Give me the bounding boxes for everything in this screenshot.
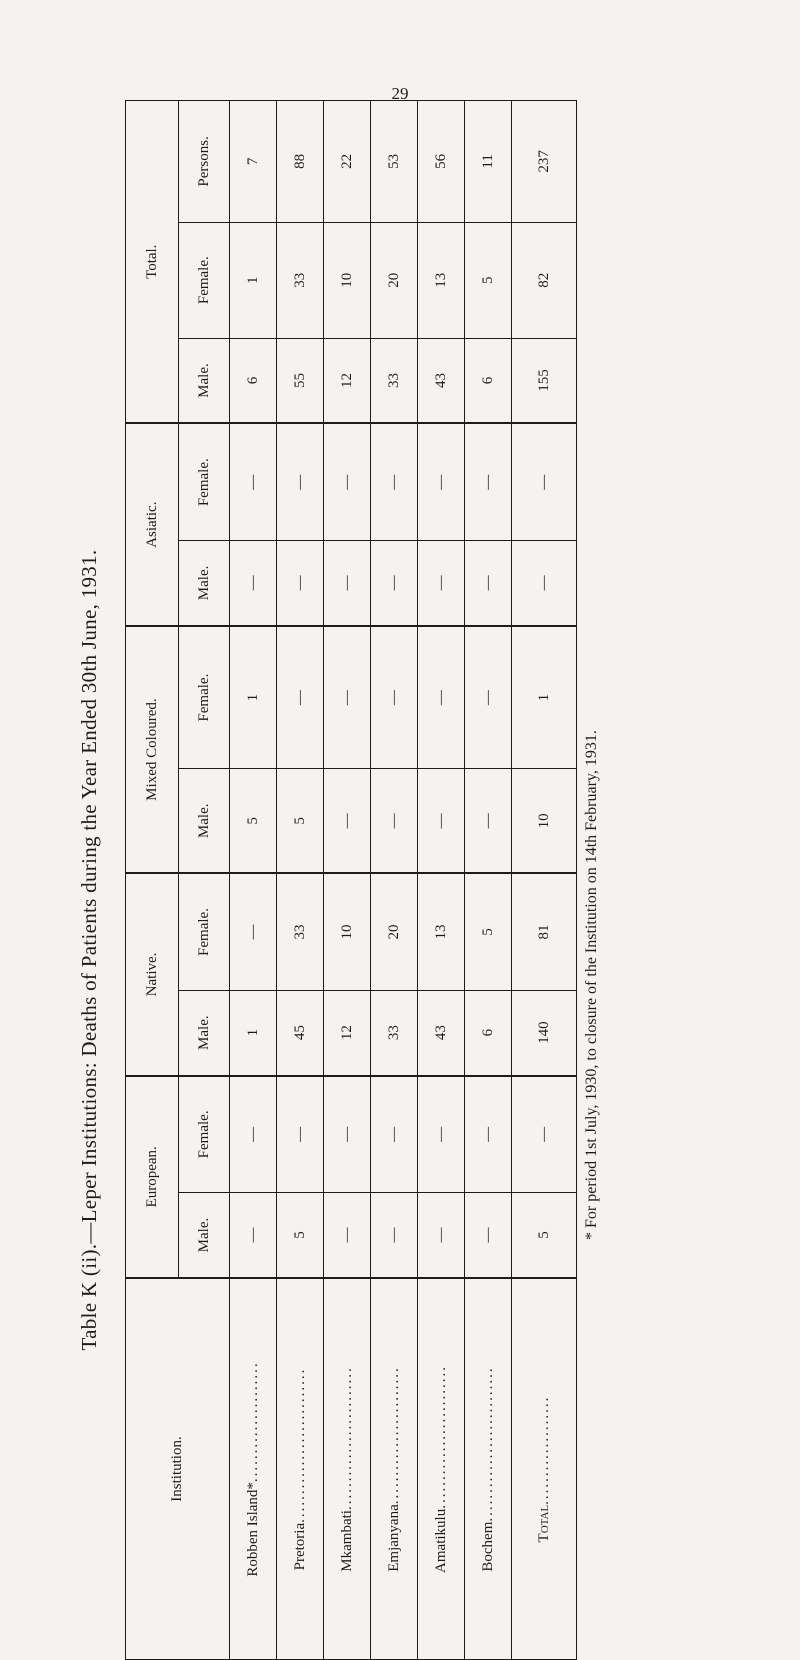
total-value-cell: 10 xyxy=(512,769,577,873)
value-cell: 53 xyxy=(371,101,418,223)
value-cell: 20 xyxy=(371,222,418,338)
native-male-header: Male. xyxy=(179,990,230,1075)
total-value-cell: 82 xyxy=(512,222,577,338)
value-cell: — xyxy=(230,540,277,625)
value-cell: — xyxy=(230,1076,277,1193)
value-cell: 20 xyxy=(371,873,418,990)
value-cell: 1 xyxy=(230,990,277,1075)
total-value-cell: 155 xyxy=(512,338,577,423)
value-cell: 33 xyxy=(371,338,418,423)
native-female-header: Female. xyxy=(179,873,230,990)
table-row xyxy=(324,101,371,1660)
value-cell: 33 xyxy=(277,873,324,990)
table-title: Table K (ii).—Leper Institutions: Deaths of Patients during the Year Ended 30th June, 1931. xyxy=(77,549,101,1351)
value-cell: 5 xyxy=(465,873,512,990)
table-body xyxy=(230,101,577,1660)
value-cell: 5 xyxy=(465,222,512,338)
value-cell: — xyxy=(465,626,512,769)
value-cell: 13 xyxy=(418,222,465,338)
value-cell: — xyxy=(418,769,465,873)
value-cell: — xyxy=(324,540,371,625)
value-cell: 11 xyxy=(465,101,512,223)
value-cell: — xyxy=(418,423,465,540)
total-female-header: Female. xyxy=(179,222,230,338)
value-cell: — xyxy=(418,626,465,769)
total-label-cell: Total................... xyxy=(512,1278,577,1660)
value-cell: — xyxy=(465,1193,512,1278)
value-cell: 12 xyxy=(324,990,371,1075)
value-cell: — xyxy=(371,626,418,769)
value-cell: — xyxy=(277,626,324,769)
value-cell: 43 xyxy=(418,338,465,423)
total-value-cell: 81 xyxy=(512,873,577,990)
value-cell: 6 xyxy=(230,338,277,423)
value-cell: — xyxy=(371,769,418,873)
native-header: Native. xyxy=(126,873,179,1075)
value-cell: 6 xyxy=(465,990,512,1075)
institution-cell: Pretoria........................... xyxy=(277,1278,324,1660)
total-male-header: Male. xyxy=(179,338,230,423)
rotated-table-stage xyxy=(77,0,600,1660)
mixed-female-header: Female. xyxy=(179,626,230,769)
value-cell: — xyxy=(324,1193,371,1278)
european-header: European. xyxy=(126,1076,179,1278)
value-cell: — xyxy=(418,1076,465,1193)
asiatic-female-header: Female. xyxy=(179,423,230,540)
value-cell: 7 xyxy=(230,101,277,223)
value-cell: 10 xyxy=(324,222,371,338)
value-cell: 88 xyxy=(277,101,324,223)
institution-cell: Emjanyana........................ xyxy=(371,1278,418,1660)
table-row xyxy=(418,101,465,1660)
value-cell: — xyxy=(230,423,277,540)
value-cell: — xyxy=(277,423,324,540)
european-female-header: Female. xyxy=(179,1076,230,1193)
institution-cell: Bochem........................... xyxy=(465,1278,512,1660)
mixed-male-header: Male. xyxy=(179,769,230,873)
table-row xyxy=(230,101,277,1660)
institution-cell: Mkambati......................... xyxy=(324,1278,371,1660)
value-cell: 1 xyxy=(230,626,277,769)
value-cell: 33 xyxy=(277,222,324,338)
value-cell: 10 xyxy=(324,873,371,990)
asiatic-header: Asiatic. xyxy=(126,423,179,625)
value-cell: — xyxy=(465,540,512,625)
value-cell: — xyxy=(465,423,512,540)
value-cell: — xyxy=(465,769,512,873)
value-cell: — xyxy=(371,423,418,540)
value-cell: 33 xyxy=(371,990,418,1075)
value-cell: — xyxy=(324,769,371,873)
value-cell: — xyxy=(418,540,465,625)
value-cell: — xyxy=(371,1193,418,1278)
total-persons-header: Persons. xyxy=(179,101,230,223)
table-row xyxy=(371,101,418,1660)
footnote: * For period 1st July, 1930, to closure of the Institution on 14th February, 1931. xyxy=(583,730,600,1240)
value-cell: — xyxy=(418,1193,465,1278)
total-value-cell: 140 xyxy=(512,990,577,1075)
value-cell: — xyxy=(277,540,324,625)
value-cell: — xyxy=(230,1193,277,1278)
value-cell: 22 xyxy=(324,101,371,223)
total-value-cell: — xyxy=(512,540,577,625)
total-value-cell: 5 xyxy=(512,1193,577,1278)
institution-cell: Robben Island*..................... xyxy=(230,1278,277,1660)
mixed-coloured-header: Mixed Coloured. xyxy=(126,626,179,873)
value-cell: 45 xyxy=(277,990,324,1075)
table-row xyxy=(277,101,324,1660)
value-cell: — xyxy=(465,1076,512,1193)
institution-header: Institution. xyxy=(126,1278,230,1660)
total-row xyxy=(512,101,577,1660)
value-cell: — xyxy=(230,873,277,990)
value-cell: 43 xyxy=(418,990,465,1075)
total-value-cell: 237 xyxy=(512,101,577,223)
total-value-cell: — xyxy=(512,1076,577,1193)
value-cell: — xyxy=(324,1076,371,1193)
table-row xyxy=(465,101,512,1660)
total-header: Total. xyxy=(126,101,179,424)
value-cell: 12 xyxy=(324,338,371,423)
value-cell: 55 xyxy=(277,338,324,423)
asiatic-male-header: Male. xyxy=(179,540,230,625)
value-cell: 56 xyxy=(418,101,465,223)
value-cell: 13 xyxy=(418,873,465,990)
value-cell: — xyxy=(371,540,418,625)
value-cell: 1 xyxy=(230,222,277,338)
value-cell: 5 xyxy=(277,769,324,873)
value-cell: — xyxy=(371,1076,418,1193)
value-cell: — xyxy=(277,1076,324,1193)
total-value-cell: 1 xyxy=(512,626,577,769)
institution-cell: Amatikulu......................... xyxy=(418,1278,465,1660)
value-cell: 5 xyxy=(277,1193,324,1278)
page-number: 29 xyxy=(391,84,409,103)
value-cell: 5 xyxy=(230,769,277,873)
value-cell: — xyxy=(324,423,371,540)
value-cell: — xyxy=(324,626,371,769)
value-cell: 6 xyxy=(465,338,512,423)
european-male-header: Male. xyxy=(179,1193,230,1278)
total-value-cell: — xyxy=(512,423,577,540)
deaths-table xyxy=(125,100,577,1660)
